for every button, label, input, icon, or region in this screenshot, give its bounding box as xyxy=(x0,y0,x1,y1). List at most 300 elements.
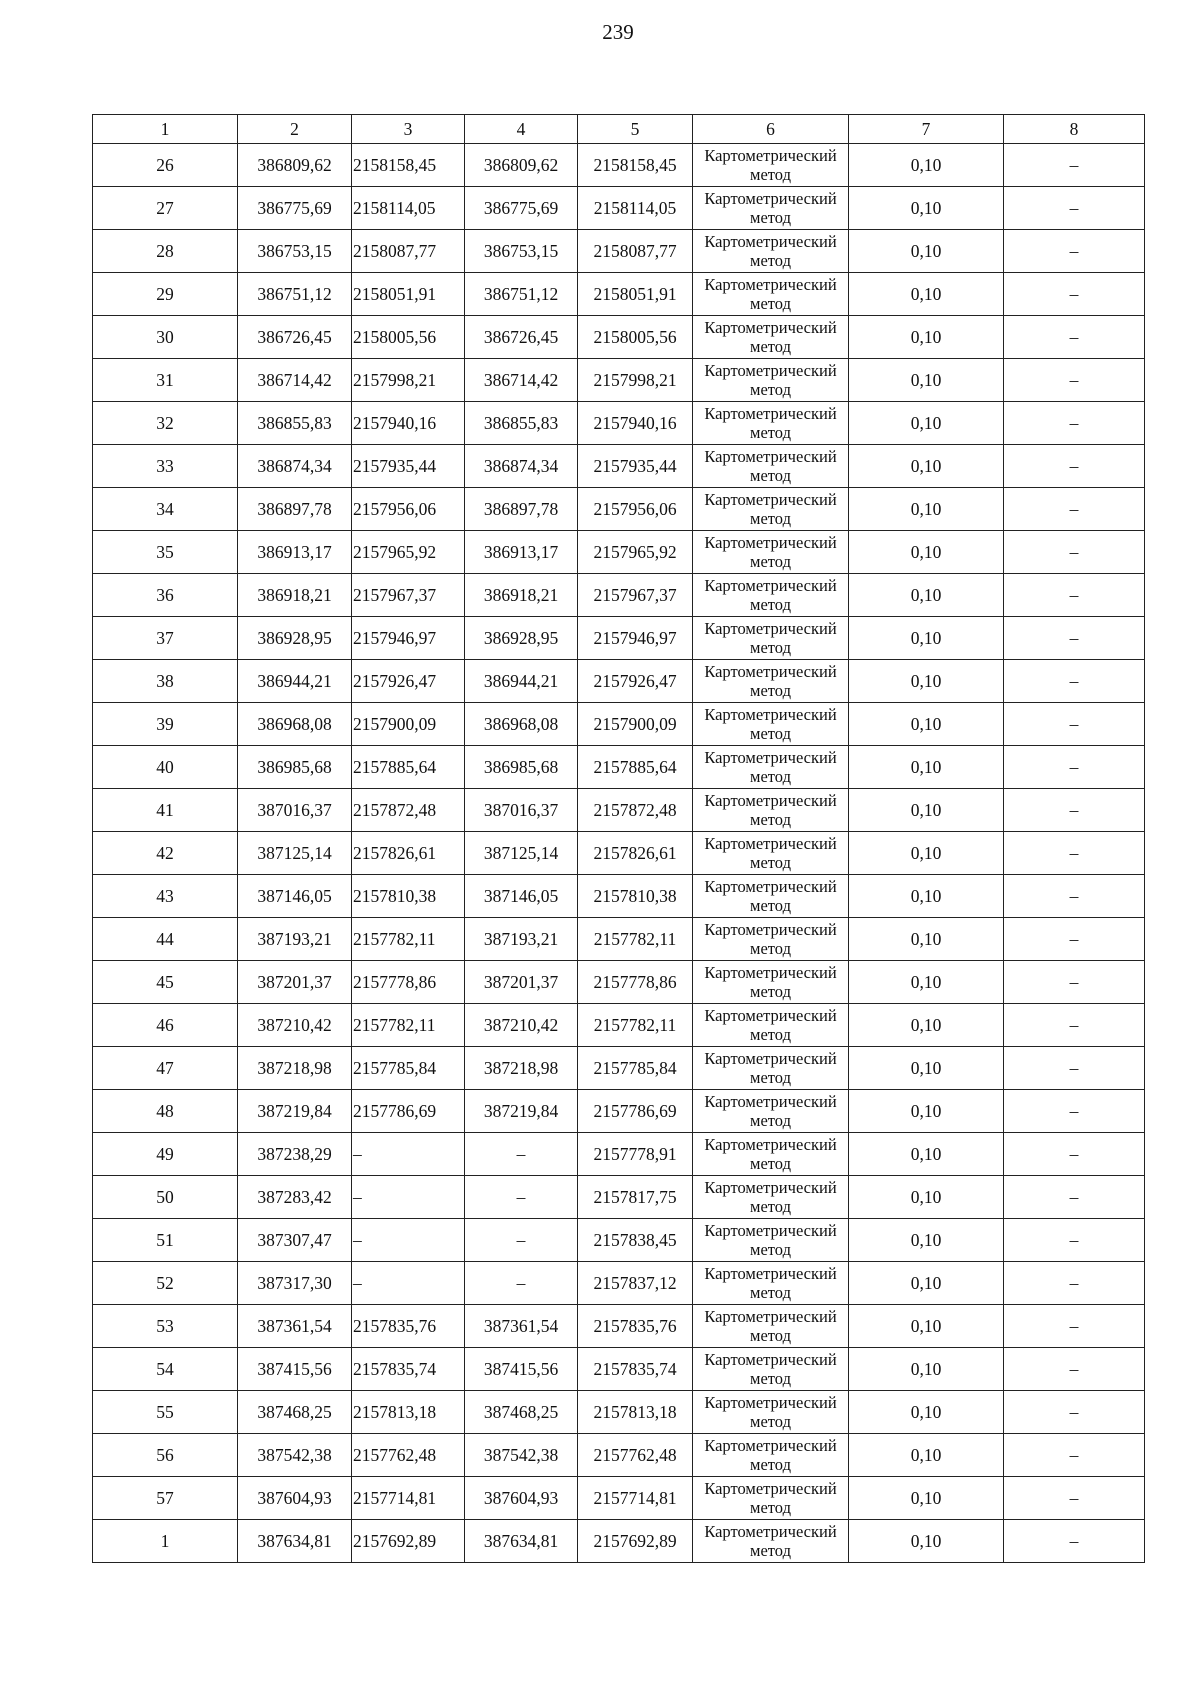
table-cell: 0,10 xyxy=(849,703,1004,746)
table-row xyxy=(93,488,1145,531)
method-text: Картометрический метод xyxy=(704,490,837,528)
table-cell: 2157782,11 xyxy=(578,1004,693,1047)
column-header: 2 xyxy=(238,115,352,144)
column-header: 6 xyxy=(693,115,849,144)
table-cell: – xyxy=(1004,1391,1145,1434)
table-cell: 30 xyxy=(93,316,238,359)
table-row xyxy=(93,316,1145,359)
page-number: 239 xyxy=(602,20,634,44)
table-cell: 2157965,92 xyxy=(352,531,465,574)
table-cell: 386874,34 xyxy=(238,445,352,488)
table-cell: 0,10 xyxy=(849,316,1004,359)
table-cell: 2157940,16 xyxy=(352,402,465,445)
table-cell: 0,10 xyxy=(849,918,1004,961)
table-cell: 31 xyxy=(93,359,238,402)
table-cell: 2157835,76 xyxy=(578,1305,693,1348)
table-cell: – xyxy=(1004,1477,1145,1520)
table-cell: 27 xyxy=(93,187,238,230)
table-cell: – xyxy=(1004,359,1145,402)
table-cell: 0,10 xyxy=(849,402,1004,445)
table-cell: 0,10 xyxy=(849,1004,1004,1047)
method-text: Картометрический метод xyxy=(704,1307,837,1345)
table-cell xyxy=(693,1305,849,1348)
table-cell: 0,10 xyxy=(849,1348,1004,1391)
table-cell: 386928,95 xyxy=(465,617,578,660)
table-cell xyxy=(693,230,849,273)
table-cell xyxy=(693,918,849,961)
table-cell: – xyxy=(1004,961,1145,1004)
table-row xyxy=(93,1176,1145,1219)
table-cell: 386944,21 xyxy=(238,660,352,703)
table-cell: – xyxy=(1004,144,1145,187)
table-cell: 35 xyxy=(93,531,238,574)
table-cell: – xyxy=(1004,531,1145,574)
table-cell: 0,10 xyxy=(849,746,1004,789)
method-text: Картометрический метод xyxy=(704,1178,837,1216)
table-cell: 387210,42 xyxy=(465,1004,578,1047)
table-cell: 39 xyxy=(93,703,238,746)
table-cell: 2157956,06 xyxy=(352,488,465,531)
table-cell: 386775,69 xyxy=(238,187,352,230)
table-cell: 2157778,91 xyxy=(578,1133,693,1176)
table-cell: 2157692,89 xyxy=(352,1520,465,1563)
table-cell: 2158087,77 xyxy=(352,230,465,273)
table-cell: 0,10 xyxy=(849,1176,1004,1219)
table-cell xyxy=(693,1391,849,1434)
table-cell: 2158087,77 xyxy=(578,230,693,273)
table-cell: 0,10 xyxy=(849,574,1004,617)
table-cell: 2157837,12 xyxy=(578,1262,693,1305)
table-cell: 0,10 xyxy=(849,961,1004,1004)
table-cell: 2157967,37 xyxy=(352,574,465,617)
table-cell: 36 xyxy=(93,574,238,617)
table-row xyxy=(93,1004,1145,1047)
table-cell: 2158005,56 xyxy=(352,316,465,359)
method-text: Картометрический метод xyxy=(704,1049,837,1087)
table-cell: – xyxy=(1004,1004,1145,1047)
table-cell: 2157785,84 xyxy=(578,1047,693,1090)
table-cell: – xyxy=(1004,875,1145,918)
table-cell xyxy=(693,875,849,918)
table-cell: 386855,83 xyxy=(238,402,352,445)
table-cell: 2157786,69 xyxy=(352,1090,465,1133)
table-cell xyxy=(693,488,849,531)
table-cell: 0,10 xyxy=(849,144,1004,187)
method-text: Картометрический метод xyxy=(704,1479,837,1517)
table-cell: 0,10 xyxy=(849,1133,1004,1176)
table-cell: 2157786,69 xyxy=(578,1090,693,1133)
table-cell: 387317,30 xyxy=(238,1262,352,1305)
method-text: Картометрический метод xyxy=(704,146,837,184)
table-cell xyxy=(693,617,849,660)
table-cell: 0,10 xyxy=(849,1047,1004,1090)
table-cell: 2157714,81 xyxy=(578,1477,693,1520)
table-cell: 2157817,75 xyxy=(578,1176,693,1219)
table-cell: 2157813,18 xyxy=(352,1391,465,1434)
table-cell: 387468,25 xyxy=(465,1391,578,1434)
table-cell: 57 xyxy=(93,1477,238,1520)
table-row xyxy=(93,832,1145,875)
table-cell: 386985,68 xyxy=(465,746,578,789)
table-cell: 43 xyxy=(93,875,238,918)
table-cell: 2158114,05 xyxy=(578,187,693,230)
table-row xyxy=(93,574,1145,617)
table-cell: 38 xyxy=(93,660,238,703)
table-cell: – xyxy=(465,1219,578,1262)
table-cell: 2157714,81 xyxy=(352,1477,465,1520)
method-text: Картометрический метод xyxy=(704,275,837,313)
table-row xyxy=(93,144,1145,187)
table-cell: 387201,37 xyxy=(238,961,352,1004)
table-cell: 50 xyxy=(93,1176,238,1219)
table-cell: 387542,38 xyxy=(238,1434,352,1477)
table-cell: 2157692,89 xyxy=(578,1520,693,1563)
table-cell: 2157838,45 xyxy=(578,1219,693,1262)
table-cell: 386775,69 xyxy=(465,187,578,230)
table-cell: 387542,38 xyxy=(465,1434,578,1477)
table-cell: 0,10 xyxy=(849,875,1004,918)
table-cell: 386751,12 xyxy=(238,273,352,316)
table-cell: 0,10 xyxy=(849,445,1004,488)
table-cell: 56 xyxy=(93,1434,238,1477)
table-cell: 29 xyxy=(93,273,238,316)
table-cell: – xyxy=(1004,1520,1145,1563)
table-cell: 2157926,47 xyxy=(352,660,465,703)
table-cell: 386753,15 xyxy=(465,230,578,273)
table-cell: – xyxy=(1004,1090,1145,1133)
table-row xyxy=(93,402,1145,445)
table-cell: 387210,42 xyxy=(238,1004,352,1047)
method-text: Картометрический метод xyxy=(704,1092,837,1130)
table-cell: 2157782,11 xyxy=(352,918,465,961)
table-cell: 2158158,45 xyxy=(352,144,465,187)
method-text: Картометрический метод xyxy=(704,576,837,614)
table-cell: 387016,37 xyxy=(238,789,352,832)
table-row xyxy=(93,660,1145,703)
table-cell: 2157835,74 xyxy=(352,1348,465,1391)
table-cell: 2157762,48 xyxy=(352,1434,465,1477)
table-cell: 0,10 xyxy=(849,531,1004,574)
table-row xyxy=(93,531,1145,574)
table-row xyxy=(93,1391,1145,1434)
table-cell: 0,10 xyxy=(849,187,1004,230)
table-cell: 386751,12 xyxy=(465,273,578,316)
table-cell xyxy=(693,1434,849,1477)
table-cell: 0,10 xyxy=(849,1477,1004,1520)
column-header: 3 xyxy=(352,115,465,144)
method-text: Картометрический метод xyxy=(704,619,837,657)
table-cell: 0,10 xyxy=(849,230,1004,273)
table-cell xyxy=(693,187,849,230)
method-text: Картометрический метод xyxy=(704,404,837,442)
table-cell xyxy=(693,1219,849,1262)
table-cell xyxy=(693,1520,849,1563)
table-cell: – xyxy=(1004,316,1145,359)
method-text: Картометрический метод xyxy=(704,920,837,958)
table-cell: 53 xyxy=(93,1305,238,1348)
method-text: Картометрический метод xyxy=(704,1393,837,1431)
table-cell: 2157935,44 xyxy=(352,445,465,488)
table-cell: 33 xyxy=(93,445,238,488)
table-cell: – xyxy=(1004,1348,1145,1391)
table-row xyxy=(93,1477,1145,1520)
table-cell: 387193,21 xyxy=(465,918,578,961)
table-cell: – xyxy=(465,1133,578,1176)
coordinates-table xyxy=(92,114,1145,1563)
table-cell: 0,10 xyxy=(849,832,1004,875)
table-cell: 2157782,11 xyxy=(352,1004,465,1047)
table-cell: 2157946,97 xyxy=(578,617,693,660)
table-cell: 387125,14 xyxy=(465,832,578,875)
table-row xyxy=(93,875,1145,918)
table-cell: 2157935,44 xyxy=(578,445,693,488)
table-cell: 48 xyxy=(93,1090,238,1133)
table-cell: 51 xyxy=(93,1219,238,1262)
table-cell xyxy=(693,359,849,402)
table-cell: 387201,37 xyxy=(465,961,578,1004)
table-cell: 44 xyxy=(93,918,238,961)
table-cell: – xyxy=(1004,230,1145,273)
table-cell: 2157810,38 xyxy=(578,875,693,918)
table-cell: – xyxy=(352,1219,465,1262)
table-cell: 386897,78 xyxy=(465,488,578,531)
table-cell: 387218,98 xyxy=(465,1047,578,1090)
table-cell: 2157946,97 xyxy=(352,617,465,660)
table-cell: 49 xyxy=(93,1133,238,1176)
table-cell: – xyxy=(1004,832,1145,875)
method-text: Картометрический метод xyxy=(704,1436,837,1474)
table-cell: – xyxy=(1004,187,1145,230)
table-cell: 386913,17 xyxy=(238,531,352,574)
table-cell: 386944,21 xyxy=(465,660,578,703)
table-cell: 0,10 xyxy=(849,1090,1004,1133)
table-cell: 40 xyxy=(93,746,238,789)
table-cell: 387283,42 xyxy=(238,1176,352,1219)
table-cell: 0,10 xyxy=(849,1434,1004,1477)
method-text: Картометрический метод xyxy=(704,361,837,399)
table-row xyxy=(93,918,1145,961)
table-cell: – xyxy=(352,1176,465,1219)
table-cell: 0,10 xyxy=(849,273,1004,316)
method-text: Картометрический метод xyxy=(704,318,837,356)
table-cell: 2158114,05 xyxy=(352,187,465,230)
table-cell: – xyxy=(1004,273,1145,316)
table-cell: – xyxy=(1004,789,1145,832)
table-cell: – xyxy=(1004,1262,1145,1305)
table-cell: 387604,93 xyxy=(238,1477,352,1520)
table-cell: 386918,21 xyxy=(465,574,578,617)
method-text: Картометрический метод xyxy=(704,1350,837,1388)
table-cell: 386714,42 xyxy=(238,359,352,402)
table-cell: 2157967,37 xyxy=(578,574,693,617)
table-cell: – xyxy=(352,1262,465,1305)
method-text: Картометрический метод xyxy=(704,447,837,485)
table-cell: 2157810,38 xyxy=(352,875,465,918)
table-cell: 2157926,47 xyxy=(578,660,693,703)
method-text: Картометрический метод xyxy=(704,748,837,786)
table-cell: 2158051,91 xyxy=(578,273,693,316)
table-cell: 386726,45 xyxy=(465,316,578,359)
table-cell: – xyxy=(1004,1305,1145,1348)
table-cell xyxy=(693,660,849,703)
table-cell: – xyxy=(1004,617,1145,660)
table-cell: 387125,14 xyxy=(238,832,352,875)
method-text: Картометрический метод xyxy=(704,662,837,700)
table-cell: 387219,84 xyxy=(238,1090,352,1133)
table-row xyxy=(93,1047,1145,1090)
column-header: 8 xyxy=(1004,115,1145,144)
method-text: Картометрический метод xyxy=(704,189,837,227)
method-text: Картометрический метод xyxy=(704,533,837,571)
table-cell: 387415,56 xyxy=(465,1348,578,1391)
table-cell xyxy=(693,789,849,832)
table-cell: 387468,25 xyxy=(238,1391,352,1434)
table-row xyxy=(93,1219,1145,1262)
table-cell: 2158158,45 xyxy=(578,144,693,187)
table-cell: 387218,98 xyxy=(238,1047,352,1090)
table-cell: 387193,21 xyxy=(238,918,352,961)
table-cell: 2157900,09 xyxy=(578,703,693,746)
method-text: Картометрический метод xyxy=(704,791,837,829)
table-cell: 387415,56 xyxy=(238,1348,352,1391)
table-cell: 2157872,48 xyxy=(352,789,465,832)
table-cell: – xyxy=(1004,703,1145,746)
table-cell: 2157940,16 xyxy=(578,402,693,445)
table-cell: – xyxy=(465,1176,578,1219)
table-row xyxy=(93,359,1145,402)
method-text: Картометрический метод xyxy=(704,877,837,915)
table-cell: – xyxy=(1004,1133,1145,1176)
table-cell: 387146,05 xyxy=(238,875,352,918)
table-row xyxy=(93,746,1145,789)
table-cell: 387634,81 xyxy=(465,1520,578,1563)
table-cell: 41 xyxy=(93,789,238,832)
table-cell: 0,10 xyxy=(849,1520,1004,1563)
table-cell: 387219,84 xyxy=(465,1090,578,1133)
table-cell xyxy=(693,574,849,617)
table-cell xyxy=(693,1047,849,1090)
table-cell: 2157782,11 xyxy=(578,918,693,961)
table-cell: 37 xyxy=(93,617,238,660)
table-cell: 2157998,21 xyxy=(578,359,693,402)
table-cell: 386714,42 xyxy=(465,359,578,402)
table-cell xyxy=(693,316,849,359)
table-cell: 2157956,06 xyxy=(578,488,693,531)
table-row xyxy=(93,789,1145,832)
table-cell: 387361,54 xyxy=(465,1305,578,1348)
table-cell: 1 xyxy=(93,1520,238,1563)
table-cell: 0,10 xyxy=(849,1391,1004,1434)
table-cell: 386874,34 xyxy=(465,445,578,488)
table-cell: 386928,95 xyxy=(238,617,352,660)
table-cell: – xyxy=(1004,1434,1145,1477)
table-row xyxy=(93,1520,1145,1563)
table-cell xyxy=(693,273,849,316)
table-cell xyxy=(693,1348,849,1391)
table-cell: 26 xyxy=(93,144,238,187)
table-row xyxy=(93,1133,1145,1176)
table-cell: 0,10 xyxy=(849,1219,1004,1262)
method-text: Картометрический метод xyxy=(704,232,837,270)
table-cell xyxy=(693,445,849,488)
table-cell xyxy=(693,703,849,746)
table-cell: 386968,08 xyxy=(465,703,578,746)
table-cell: 2157835,74 xyxy=(578,1348,693,1391)
table-cell: 32 xyxy=(93,402,238,445)
table-cell xyxy=(693,961,849,1004)
table-cell xyxy=(693,1004,849,1047)
table-row xyxy=(93,445,1145,488)
table-cell: – xyxy=(1004,746,1145,789)
column-header: 5 xyxy=(578,115,693,144)
method-text: Картометрический метод xyxy=(704,963,837,1001)
column-header: 4 xyxy=(465,115,578,144)
table-cell xyxy=(693,746,849,789)
table-cell: 386726,45 xyxy=(238,316,352,359)
table-cell: 0,10 xyxy=(849,359,1004,402)
table-cell: 386913,17 xyxy=(465,531,578,574)
table-cell: 2157813,18 xyxy=(578,1391,693,1434)
table-cell: 28 xyxy=(93,230,238,273)
table-row xyxy=(93,230,1145,273)
table-cell: 54 xyxy=(93,1348,238,1391)
table-cell: 2157785,84 xyxy=(352,1047,465,1090)
table-cell: 52 xyxy=(93,1262,238,1305)
table-row xyxy=(93,703,1145,746)
table-cell: 2157778,86 xyxy=(578,961,693,1004)
method-text: Картометрический метод xyxy=(704,705,837,743)
table-cell: 34 xyxy=(93,488,238,531)
table-cell xyxy=(693,402,849,445)
table-cell: – xyxy=(1004,402,1145,445)
table-row xyxy=(93,1348,1145,1391)
method-text: Картометрический метод xyxy=(704,1006,837,1044)
table-cell: 2157885,64 xyxy=(578,746,693,789)
table-cell: 387146,05 xyxy=(465,875,578,918)
table-cell: 2157835,76 xyxy=(352,1305,465,1348)
table-row xyxy=(93,1434,1145,1477)
table-cell: 2157965,92 xyxy=(578,531,693,574)
table-cell: 46 xyxy=(93,1004,238,1047)
table-cell: 386753,15 xyxy=(238,230,352,273)
column-header: 7 xyxy=(849,115,1004,144)
table-cell: 2157872,48 xyxy=(578,789,693,832)
table-cell: 386897,78 xyxy=(238,488,352,531)
table-cell: – xyxy=(1004,1047,1145,1090)
table-cell: – xyxy=(352,1133,465,1176)
table-cell: 45 xyxy=(93,961,238,1004)
table-cell: 2157900,09 xyxy=(352,703,465,746)
table-cell: 386809,62 xyxy=(238,144,352,187)
table-cell xyxy=(693,1133,849,1176)
table-cell: 0,10 xyxy=(849,1305,1004,1348)
method-text: Картометрический метод xyxy=(704,1135,837,1173)
table-cell xyxy=(693,1262,849,1305)
table-cell: 55 xyxy=(93,1391,238,1434)
table-cell: 387016,37 xyxy=(465,789,578,832)
table-row xyxy=(93,1262,1145,1305)
method-text: Картометрический метод xyxy=(704,834,837,872)
table-cell: 2157762,48 xyxy=(578,1434,693,1477)
table-cell: 2157998,21 xyxy=(352,359,465,402)
table-row xyxy=(93,1090,1145,1133)
table-cell: 387238,29 xyxy=(238,1133,352,1176)
table-cell: – xyxy=(1004,660,1145,703)
table-row xyxy=(93,273,1145,316)
table-cell: 386985,68 xyxy=(238,746,352,789)
table-cell xyxy=(693,1176,849,1219)
table-cell: – xyxy=(1004,445,1145,488)
